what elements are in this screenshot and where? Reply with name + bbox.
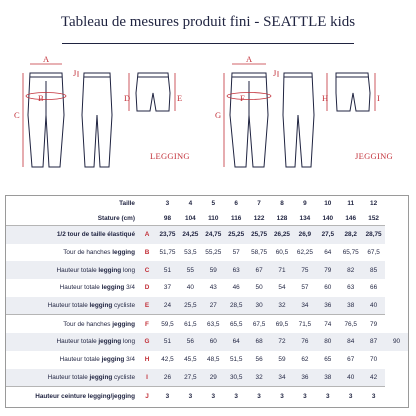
- letter-j-right: J: [273, 68, 277, 78]
- size-cell: 3: [165, 200, 170, 207]
- row-label-part: Hauteur totale: [47, 373, 90, 381]
- value-cell: 38: [316, 369, 339, 387]
- value-cell: 63,5: [202, 315, 225, 333]
- value-cell: 28,2: [339, 226, 362, 244]
- value-cell: 63: [225, 261, 248, 279]
- value-cell: 79: [362, 315, 385, 333]
- table-row: [6, 333, 408, 351]
- letter-f-right: F: [240, 93, 246, 103]
- value-cell: 53,5: [184, 249, 197, 257]
- page-title: Tableau de mesures produit fini - SEATTLE kids: [60, 14, 356, 30]
- size-cell: 9: [303, 200, 307, 207]
- row-label-part: jegging: [89, 373, 113, 381]
- value-cell: 50: [255, 284, 263, 292]
- value-cell: 63: [347, 284, 355, 292]
- row-label: [6, 297, 138, 315]
- value-cell: 45,5: [184, 356, 197, 364]
- value-cell: 30,5: [225, 369, 248, 387]
- row-label-part: 1/2 tour de taille élastiqué: [56, 231, 135, 239]
- legging-long-sketch: [28, 73, 64, 167]
- value-cell: 24: [156, 297, 179, 315]
- legging-label: LEGGING: [150, 151, 190, 161]
- row-letter: D: [144, 284, 150, 292]
- value-cell: 62,25: [296, 249, 313, 257]
- value-cell: 56: [255, 356, 263, 364]
- row-label-part: Hauteur totale: [56, 338, 99, 346]
- value-cell: 70: [370, 356, 378, 364]
- value-cell: 32: [271, 297, 294, 315]
- row-letter: I: [138, 369, 156, 387]
- value-cell: 67: [347, 356, 355, 364]
- value-cell: 46: [232, 284, 240, 292]
- jegging-back-sketch: [283, 73, 314, 167]
- row-label-part: long: [121, 338, 135, 346]
- jegging-cycling-sketch: [336, 73, 370, 111]
- value-cell: 26: [156, 369, 179, 387]
- stature-cell: 116: [231, 214, 242, 222]
- value-cell: 23,75: [156, 226, 179, 244]
- row-label-part: 3/4: [124, 284, 135, 292]
- value-cell: 27,5: [316, 226, 339, 244]
- value-cell: 65: [324, 356, 332, 364]
- value-cell: 55,25: [205, 249, 222, 257]
- value-cell: 67,5: [248, 315, 271, 333]
- value-cell: 34: [293, 297, 316, 315]
- value-cell: 74: [316, 315, 339, 333]
- value-cell: 27,5: [179, 369, 202, 387]
- value-cell: 3: [248, 387, 271, 405]
- table-row: [6, 297, 408, 315]
- value-cell: 3: [293, 387, 316, 405]
- stature-cell: 140: [322, 214, 334, 222]
- stature-header-label: Stature (cm): [97, 214, 135, 222]
- row-label-part: jegging: [112, 320, 135, 328]
- row-label: [6, 351, 138, 369]
- garment-sketches: [0, 55, 416, 190]
- value-cell: 48,5: [207, 356, 220, 364]
- value-cell: 42: [362, 369, 385, 387]
- value-cell: 25,5: [179, 297, 202, 315]
- value-cell: 67: [248, 261, 271, 279]
- letter-a-left: A: [43, 54, 50, 64]
- row-label-part: jegging: [101, 356, 125, 364]
- value-cell: 3: [202, 387, 225, 405]
- value-cell: 26,25: [271, 226, 294, 244]
- row-label-part: Hauteur totale: [59, 284, 102, 292]
- value-cell: 56: [179, 333, 202, 351]
- row-label-part: legging: [112, 249, 135, 257]
- row-letter: B: [144, 249, 150, 257]
- value-cell: 84: [339, 333, 362, 351]
- value-cell: 29: [202, 369, 225, 387]
- value-cell: 90: [385, 333, 408, 351]
- value-cell: 51,5: [229, 356, 243, 364]
- letter-j-left: J: [73, 68, 77, 78]
- value-cell: 87: [362, 333, 385, 351]
- table-row: [6, 244, 408, 262]
- value-cell: 27: [202, 297, 225, 315]
- value-cell: 58,75: [251, 249, 268, 257]
- row-label-part: Hauteur totale: [47, 302, 90, 310]
- table-row: [6, 369, 408, 387]
- row-letter: A: [138, 226, 156, 244]
- table-row: [6, 279, 408, 297]
- size-chart-table: [6, 196, 408, 405]
- value-cell: 79: [316, 261, 339, 279]
- value-cell: 66: [370, 284, 378, 292]
- value-cell: 60,5: [275, 249, 289, 257]
- letter-c-left: C: [14, 110, 20, 120]
- value-cell: 36: [293, 369, 316, 387]
- value-cell: 24,25: [179, 226, 202, 244]
- value-cell: 24,75: [202, 226, 225, 244]
- value-cell: 64: [324, 249, 332, 257]
- row-label-part: Hauteur totale: [56, 266, 99, 274]
- stature-cell: 104: [185, 214, 196, 222]
- row-label-part: legging: [98, 266, 122, 274]
- value-cell: 72: [271, 333, 294, 351]
- value-cell: 59,5: [156, 315, 179, 333]
- size-header-label: Taille: [119, 200, 135, 207]
- measurement-table: [5, 195, 409, 408]
- row-label: [6, 226, 138, 244]
- value-cell: 26,9: [293, 226, 316, 244]
- table-row: [6, 226, 408, 244]
- stature-cell: 128: [276, 214, 288, 222]
- table-row: [6, 387, 408, 405]
- size-cell: 8: [280, 200, 284, 207]
- letter-b-left: B: [38, 93, 44, 103]
- value-cell: 60: [202, 333, 225, 351]
- row-label: [6, 387, 138, 405]
- value-cell: 59: [278, 356, 286, 364]
- value-cell: 3: [362, 387, 385, 405]
- stature-cell: 152: [368, 214, 379, 222]
- value-cell: 40: [362, 297, 385, 315]
- row-letter: C: [138, 261, 156, 279]
- value-cell: 25,25: [225, 226, 248, 244]
- value-cell: 42,5: [161, 356, 174, 364]
- row-label-part: long: [121, 266, 135, 274]
- row-label-part: 3/4: [124, 356, 135, 364]
- row-letter: E: [138, 297, 156, 315]
- value-cell: 51: [156, 261, 179, 279]
- row-label-part: cycliste: [112, 302, 135, 310]
- value-cell: 76,5: [339, 315, 362, 333]
- title-underline: [62, 43, 354, 44]
- value-cell: 82: [339, 261, 362, 279]
- row-label-part: Tour de hanches: [63, 249, 113, 257]
- jegging-long-sketch: [230, 73, 268, 167]
- size-cell: 5: [211, 200, 216, 207]
- value-cell: 85: [362, 261, 385, 279]
- value-cell: 60: [324, 284, 332, 292]
- stature-cell: 98: [163, 214, 171, 222]
- row-label-part: legging: [89, 302, 113, 310]
- value-cell: 38: [339, 297, 362, 315]
- row-label-part: cycliste: [112, 373, 135, 381]
- row-label-part: Tour de hanches: [63, 320, 113, 328]
- legging-back-sketch: [82, 73, 112, 167]
- value-cell: 43: [209, 284, 217, 292]
- value-cell: 3: [316, 387, 339, 405]
- row-label-part: Hauteur totale: [59, 356, 102, 364]
- size-header-row: [6, 196, 408, 211]
- value-cell: 57: [301, 284, 309, 292]
- value-cell: 75: [293, 261, 316, 279]
- table-row: [6, 261, 408, 279]
- letter-g-right: G: [215, 110, 222, 120]
- jegging-label: JEGGING: [355, 151, 393, 161]
- value-cell: 40: [186, 284, 194, 292]
- value-cell: 34: [271, 369, 294, 387]
- letter-a-right: A: [246, 54, 253, 64]
- letter-e-left: E: [177, 93, 183, 103]
- size-cell: 4: [188, 200, 193, 207]
- value-cell: 65,75: [342, 249, 359, 257]
- row-label-part: Hauteur ceinture legging/jegging: [35, 392, 135, 400]
- value-cell: 65,5: [225, 315, 248, 333]
- row-letter: F: [138, 315, 156, 333]
- value-cell: 76: [293, 333, 316, 351]
- legging-cycling-sketch: [136, 73, 170, 111]
- value-cell: 3: [179, 387, 202, 405]
- row-label: [6, 261, 138, 279]
- row-letter: H: [144, 356, 150, 364]
- stature-header-row: [6, 211, 408, 226]
- value-cell: 28,5: [225, 297, 248, 315]
- value-cell: 32: [248, 369, 271, 387]
- value-cell: 51: [156, 333, 179, 351]
- size-cell: 10: [324, 200, 332, 207]
- stature-cell: 146: [345, 214, 357, 222]
- value-cell: 68: [248, 333, 271, 351]
- value-cell: 59: [202, 261, 225, 279]
- value-cell: 30: [248, 297, 271, 315]
- value-cell: 3: [225, 387, 248, 405]
- value-cell: 80: [316, 333, 339, 351]
- stature-cell: 122: [253, 214, 265, 222]
- value-cell: 40: [339, 369, 362, 387]
- letter-h-right: H: [322, 93, 329, 103]
- stature-cell: 110: [208, 214, 219, 222]
- row-label: [6, 315, 138, 333]
- row-label-part: jegging: [98, 338, 122, 346]
- value-cell: 55: [179, 261, 202, 279]
- value-cell: 62: [301, 356, 309, 364]
- row-label: [6, 369, 138, 387]
- value-cell: 57: [232, 249, 240, 257]
- letter-i-right: I: [377, 93, 381, 103]
- row-label: [6, 244, 138, 262]
- size-cell: 7: [257, 200, 261, 207]
- value-cell: 51,75: [159, 249, 176, 257]
- value-cell: 69,5: [271, 315, 294, 333]
- size-cell: 6: [234, 200, 238, 207]
- value-cell: 25,75: [248, 226, 271, 244]
- value-cell: 3: [339, 387, 362, 405]
- value-cell: 36: [316, 297, 339, 315]
- row-label: [6, 279, 138, 297]
- letter-d-left: D: [124, 93, 131, 103]
- value-cell: 61,5: [179, 315, 202, 333]
- garment-diagrams: [0, 55, 416, 190]
- row-letter: J: [138, 387, 156, 405]
- table-row: [6, 351, 408, 369]
- row-letter: G: [138, 333, 156, 351]
- value-cell: 67,5: [367, 249, 380, 257]
- value-cell: 64: [225, 333, 248, 351]
- size-cell: 12: [370, 200, 378, 207]
- row-label: [6, 333, 138, 351]
- value-cell: 3: [271, 387, 294, 405]
- value-cell: 37: [163, 284, 171, 292]
- value-cell: 71,5: [293, 315, 316, 333]
- size-cell: 11: [347, 200, 355, 207]
- value-cell: 28,75: [362, 226, 385, 244]
- value-cell: 3: [156, 387, 179, 405]
- value-cell: 71: [271, 261, 294, 279]
- row-label-part: legging: [101, 284, 125, 292]
- table-row: [6, 315, 408, 333]
- stature-cell: 134: [299, 214, 311, 222]
- value-cell: 54: [278, 284, 286, 292]
